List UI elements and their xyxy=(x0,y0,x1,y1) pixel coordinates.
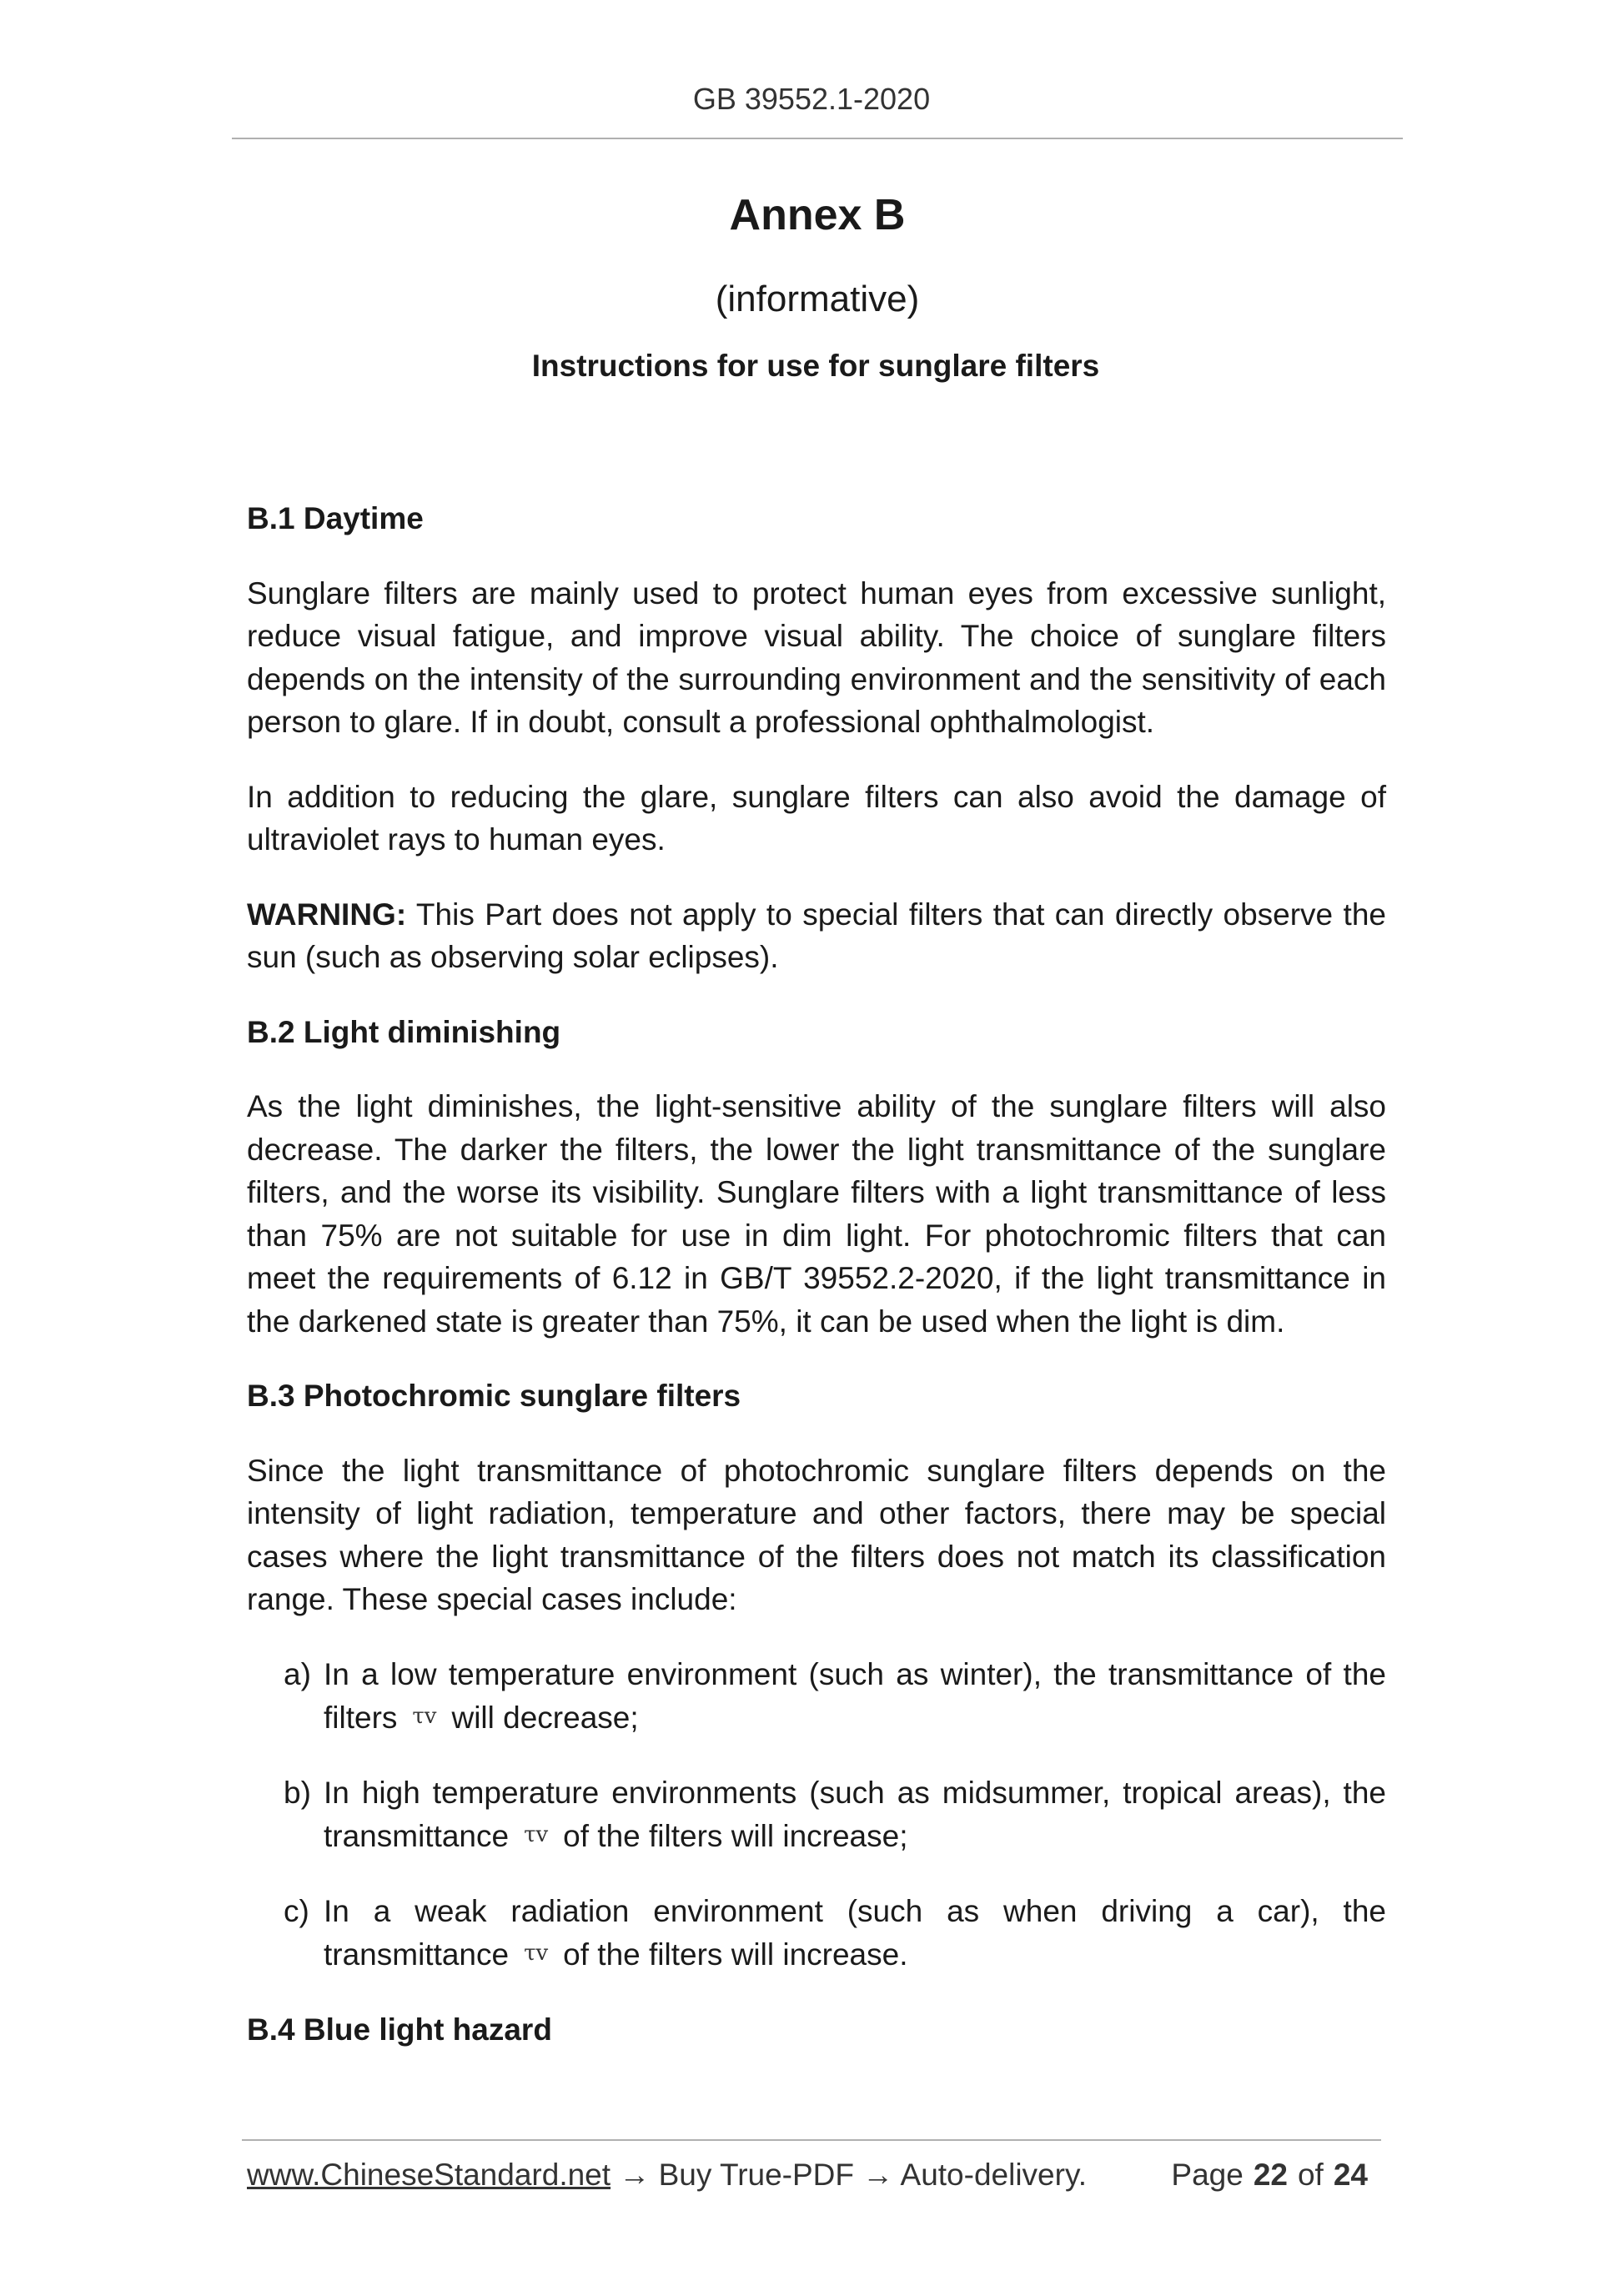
list-item xyxy=(247,1890,1386,1977)
section-b2-title: B.2 Light diminishing xyxy=(247,1014,561,1049)
document-body xyxy=(247,497,1386,2082)
list-item-text-end: will decrease; xyxy=(451,1701,639,1735)
list-item-text: In a weak radiation environment (such as when driving a car), the transmittance xyxy=(324,1893,1386,1972)
list-marker: b) xyxy=(284,1775,311,1810)
footer-promo-text: → Buy True-PDF → Auto-delivery. xyxy=(611,2158,1087,2192)
tau-v-symbol: τv xyxy=(412,1704,437,1729)
document-code: GB 39552.1-2020 xyxy=(692,82,931,116)
website-link[interactable]: www.ChineseStandard.net xyxy=(247,2158,611,2192)
page-word: Page xyxy=(1171,2158,1244,2192)
page-number xyxy=(1171,2158,1378,2193)
list-item-text-end: of the filters will increase; xyxy=(563,1819,908,1853)
annex-subtitle: (informative) xyxy=(715,279,920,319)
warning-label: WARNING: xyxy=(247,897,407,932)
warning-paragraph xyxy=(247,893,1386,979)
list-marker: c) xyxy=(284,1893,309,1928)
section-b4-title: B.4 Blue light hazard xyxy=(247,2012,552,2047)
list-item-text-end: of the filters will increase. xyxy=(563,1937,908,1972)
footer-promo xyxy=(247,2158,1087,2193)
section-b1-paragraph-1: Sunglare filters are mainly used to protect human eyes from excessive sunlight, reduce visual fatigue, and improve visual ability. The choice of sunglare filters depends on the intensity of the surrounding environment and the sensitivity of each person to glare. If in doubt, consult a professional ophthalmologist. xyxy=(247,575,1386,739)
footer-divider xyxy=(242,2139,1381,2141)
list-item-text: In high temperature environments (such as midsummer, tropical areas), the transmittance xyxy=(324,1775,1386,1853)
tau-v-symbol: τv xyxy=(524,1941,549,1966)
of-word: of xyxy=(1297,2158,1324,2192)
section-b2-paragraph-1: As the light diminishes, the light-sensitive ability of the sunglare filters will also decrease. The darker the filters, the lower the light transmittance of the sunglare filters, and the worse its visibility. Sunglare filters with a light transmittance of less than 75% are not suitable for use in dim light. For photochromic filters that can meet the requirements of 6.12 in GB/T 39552.2-2020, if the light transmittance in the darkened state is greater than 75%, it can be used when the light is dim. xyxy=(247,1089,1386,1339)
section-b3-title: B.3 Photochromic sunglare filters xyxy=(247,1379,741,1413)
list-item xyxy=(247,1771,1386,1858)
special-cases-list xyxy=(247,1653,1386,1977)
tau-v-symbol: τv xyxy=(524,1822,549,1847)
section-b1-title: B.1 Daytime xyxy=(247,501,424,535)
total-pages: 24 xyxy=(1333,2158,1368,2192)
annex-heading: Instructions for use for sunglare filters xyxy=(531,349,1100,383)
list-item-text: In a low temperature environment (such as winter), the transmittance of the filters xyxy=(324,1656,1386,1735)
list-marker: a) xyxy=(284,1656,311,1691)
header-divider xyxy=(232,138,1403,139)
annex-title: Annex B xyxy=(729,191,906,239)
warning-text: This Part does not apply to special filters that can directly observe the sun (such as observing solar eclipses). xyxy=(247,897,1386,974)
list-item xyxy=(247,1653,1386,1740)
page-footer xyxy=(247,2158,1378,2193)
current-page: 22 xyxy=(1253,2158,1288,2192)
section-b1-paragraph-2: In addition to reducing the glare, sunglare filters can also avoid the damage of ultraviolet rays to human eyes. xyxy=(247,779,1386,857)
section-b3-paragraph-1: Since the light transmittance of photochromic sunglare filters depends on the intensity of light radiation, temperature and other factors, there may be special cases where the light transmittance of the filters does not match its classification range. These special cases include: xyxy=(247,1453,1386,1616)
